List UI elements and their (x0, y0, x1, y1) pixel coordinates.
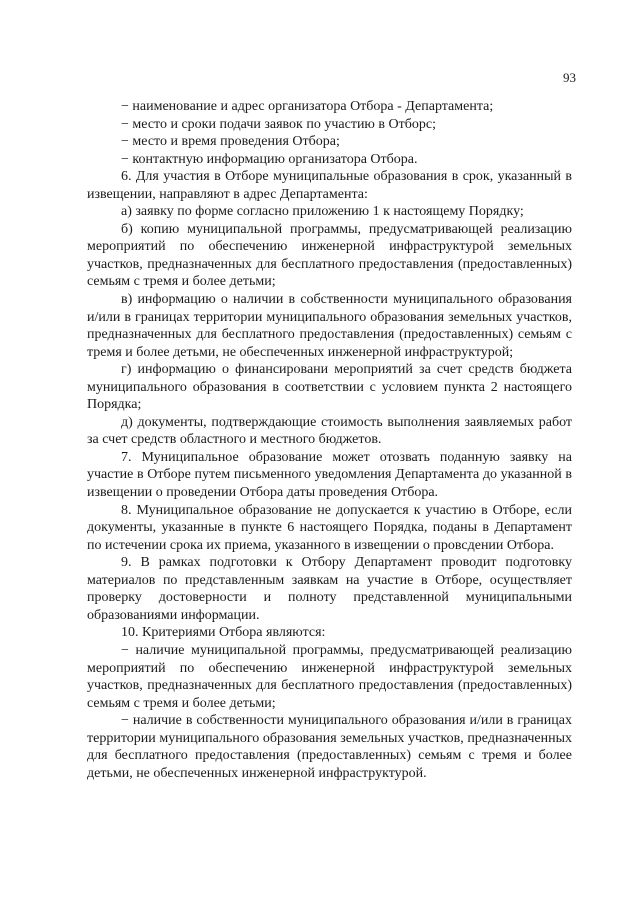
paragraph-item-6v: в) информацию о наличии в собственности муниципального образования и/или в границах территории муниципального образования земельных участков, предназначенных для бесплатного предоставления (предоставленных) семьям с тремя и более детьми, не обеспеченных инженерной инфраструктурой; (87, 292, 572, 360)
paragraph-item-8: 8. Муниципальное образование не допускается к участию в Отборе, если документы, указанные в пункте 6 настоящего Порядка, поданы в Департамент по истечении срока их приема, указанного в извещении о провсдении Отбора. (87, 502, 572, 553)
paragraph-item-6b: б) копию муниципальной программы, предусматривающей реализацию мероприятий по обеспечению инженерной инфраструктурой земельных участков, предназначенных для бесплатного предоставления (предоставленных) семьям с тремя и более детьми; (87, 221, 572, 290)
paragraph-selection-place: − место и время проведения Отбора; (121, 134, 340, 150)
paragraph-item-6: 6. Для участия в Отборе муниципальные образования в срок, указанный в извещении, направляют в адрес Департамента: (87, 169, 572, 202)
paragraph-criterion-land: − наличие в собственности муниципального образования и/или в границах территории муниципального образования земельных участков, предназначенных для бесплатного предоставления (предоставленных) семьям с тремя и более детьми, не обеспеченных инженерной инфраструктурой. (87, 713, 572, 781)
paragraph-contact-info: − контактную информацию организатора Отбора. (121, 151, 418, 167)
page-number: 93 (563, 70, 576, 85)
paragraph-item-6d: д) документы, подтверждающие стоимость выполнения заявляемых работ за счет средств областного и местного бюджетов. (87, 414, 572, 448)
paragraph-organizer-name: − наименование и адрес организатора Отбора - Департамента; (121, 99, 494, 114)
paragraph-item-10: 10. Критериями Отбора являются: (121, 625, 326, 641)
paragraph-item-9: 9. В рамках подготовки к Отбору Департамент проводит подготовку материалов по представленным заявкам на участие в Отборе, осуществляет проверку достоверности и полноту представленной муниципальными образованиями информации. (87, 555, 572, 623)
paragraph-criterion-program: − наличие муниципальной программы, предусматривающей реализацию мероприятий по обеспечению инженерной инфраструктурой земельных участков, предназначенных для бесплатного предоставления (предоставленных) семьям с тремя и более детьми; (87, 642, 572, 711)
paragraph-item-6g: г) информацию о финансировани мероприятий за счет средств бюджета муниципального образования в соответствии с условием пункта 2 настоящего Порядка; (87, 362, 572, 413)
paragraph-item-6a: а) заявку по форме согласно приложению 1 к настоящему Порядку; (121, 204, 524, 220)
paragraph-item-7: 7. Муниципальное образование может отозвать поданную заявку на участие в Отборе путем письменного уведомления Департамента до указанной в извещении о проведении Отбора даты проведения Отбора. (87, 449, 572, 501)
document-body (87, 98, 572, 782)
paragraph-submission-place: − место и сроки подачи заявок по участию в Отборс; (121, 116, 436, 132)
